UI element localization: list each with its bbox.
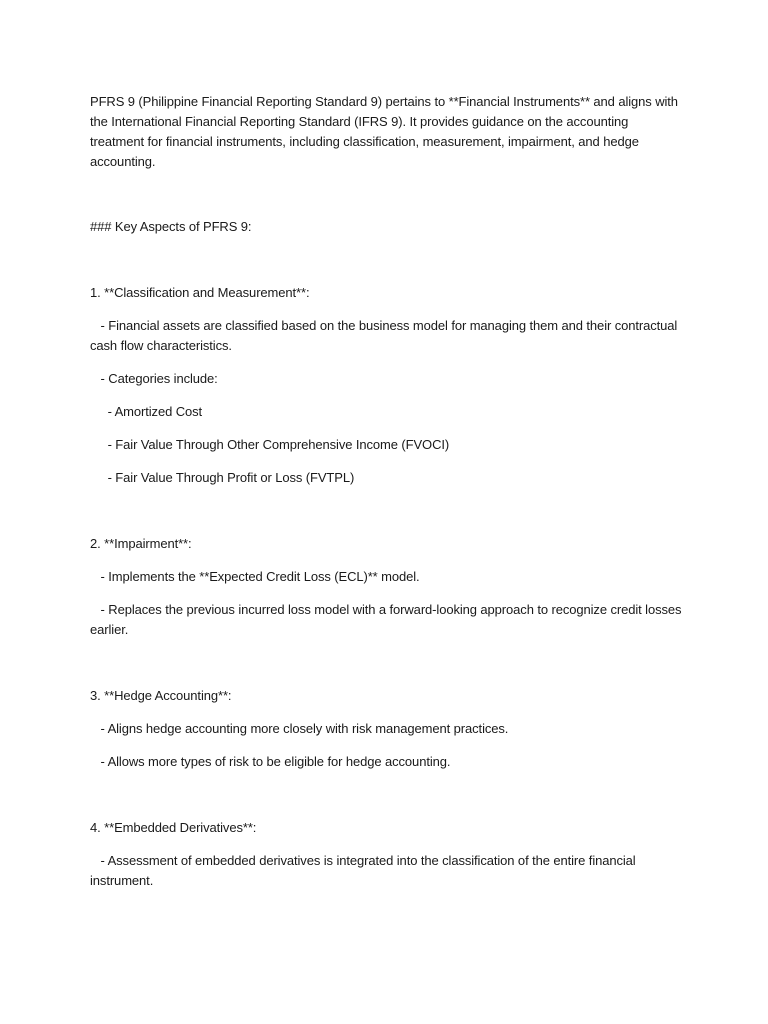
list-item: - Assessment of embedded derivatives is integrated into the classification of the entire financial instrument. xyxy=(90,853,640,888)
section-title: 1. **Classification and Measurement**: xyxy=(90,285,310,300)
section-title: 4. **Embedded Derivatives**: xyxy=(90,820,257,835)
list-item: - Aligns hedge accounting more closely with risk management practices. xyxy=(90,721,509,736)
list-item: - Replaces the previous incurred loss model with a forward-looking approach to recognize credit losses earlier. xyxy=(90,602,685,637)
section-hedge-accounting xyxy=(90,686,684,772)
document-body xyxy=(90,92,684,904)
section-title: 2. **Impairment**: xyxy=(90,536,192,551)
list-item: - Amortized Cost xyxy=(90,404,203,419)
intro-paragraph: PFRS 9 (Philippine Financial Reporting Standard 9) pertains to **Financial Instruments** and aligns with the International Financial Reporting Standard (IFRS 9). It provides guidance on the accounting treatment for financial instruments, including classification, measurement, impairment, and hedge accounting. xyxy=(90,94,682,169)
list-item: - Fair Value Through Other Comprehensive Income (FVOCI) xyxy=(90,437,450,452)
list-item: - Categories include: xyxy=(90,371,218,386)
list-item: - Fair Value Through Profit or Loss (FVTPL) xyxy=(90,470,355,485)
list-item: - Implements the **Expected Credit Loss (ECL)** model. xyxy=(90,569,420,584)
list-item: - Allows more types of risk to be eligible for hedge accounting. xyxy=(90,754,451,769)
list-item: - Financial assets are classified based on the business model for managing them and their contractual cash flow characteristics. xyxy=(90,318,681,353)
section-impairment xyxy=(90,534,684,640)
section-embedded-derivatives xyxy=(90,818,684,891)
section-title: 3. **Hedge Accounting**: xyxy=(90,688,232,703)
section-heading: ### Key Aspects of PFRS 9: xyxy=(90,219,252,234)
section-classification xyxy=(90,283,684,488)
